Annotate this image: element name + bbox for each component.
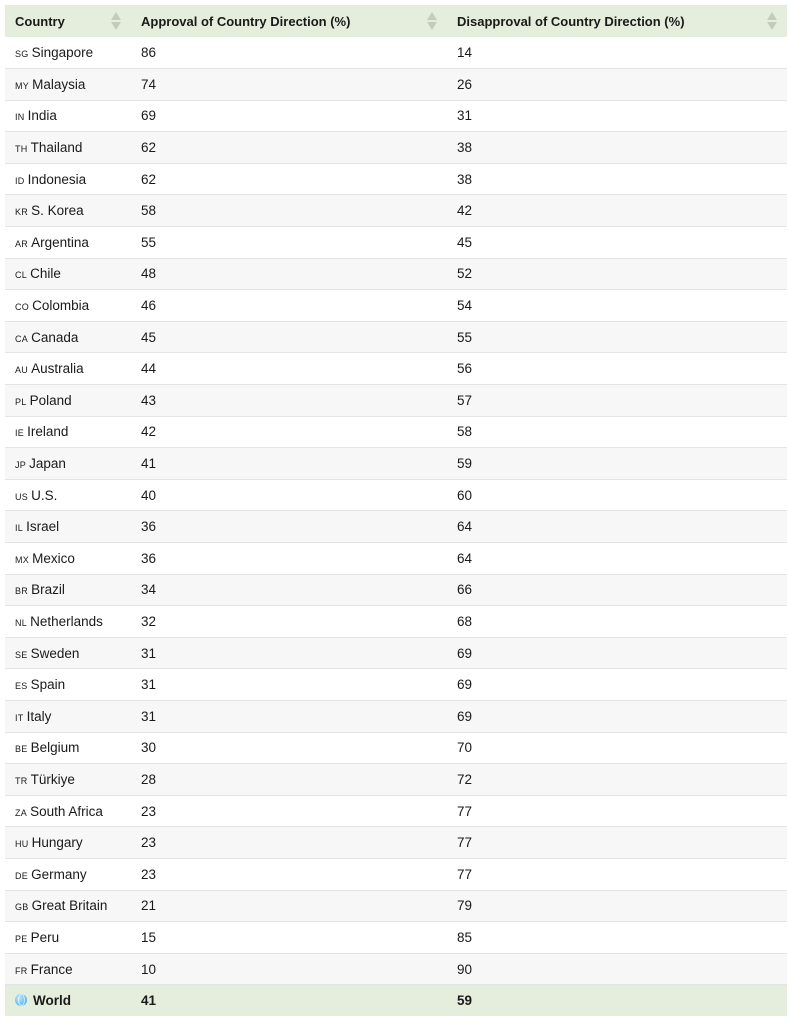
disapproval-cell: 85: [447, 922, 787, 954]
country-code: DE: [15, 870, 29, 881]
table-row: [5, 795, 787, 827]
country-name: Germany: [31, 866, 87, 882]
country-cell: [5, 511, 131, 543]
approval-cell: 31: [131, 700, 447, 732]
approval-cell: 62: [131, 132, 447, 164]
country-cell: [5, 922, 131, 954]
approval-cell: 69: [131, 100, 447, 132]
approval-cell: 55: [131, 227, 447, 259]
table-row: [5, 479, 787, 511]
country-name: Australia: [31, 361, 84, 377]
country-name: Thailand: [30, 140, 83, 156]
table-row: [5, 732, 787, 764]
country-code: AR: [15, 238, 29, 249]
disapproval-cell: 59: [447, 448, 787, 480]
country-cell: [5, 321, 131, 353]
country-name: France: [30, 961, 73, 977]
sort-arrows-icon[interactable]: [111, 11, 121, 31]
table-row: [5, 227, 787, 259]
table-row: [5, 321, 787, 353]
table-header-row: [5, 5, 787, 37]
country-cell: [5, 669, 131, 701]
sort-arrows-icon[interactable]: [767, 11, 777, 31]
column-header-label: Disapproval of Country Direction (%): [457, 13, 685, 29]
country-cell: [5, 479, 131, 511]
globe-icon: [15, 994, 27, 1006]
country-cell: [5, 290, 131, 322]
country-cell: [5, 69, 131, 101]
country-cell: [5, 637, 131, 669]
table-row: [5, 637, 787, 669]
country-cell: [5, 132, 131, 164]
table-row: [5, 543, 787, 575]
approval-cell: 48: [131, 258, 447, 290]
disapproval-cell: 60: [447, 479, 787, 511]
approval-cell: 41: [131, 985, 447, 1016]
country-code: KR: [15, 207, 29, 218]
country-cell: [5, 258, 131, 290]
country-cell: [5, 764, 131, 796]
country-name: India: [27, 108, 57, 124]
disapproval-cell: 59: [447, 985, 787, 1016]
table-row: [5, 700, 787, 732]
country-cell: [5, 385, 131, 417]
column-header-label: Country: [15, 13, 65, 29]
country-code: JP: [15, 460, 27, 471]
disapproval-cell: 56: [447, 353, 787, 385]
country-cell: [5, 795, 131, 827]
country-cell: [5, 195, 131, 227]
approval-cell: 15: [131, 922, 447, 954]
disapproval-cell: 64: [447, 543, 787, 575]
table-row: [5, 100, 787, 132]
country-cell: [5, 37, 131, 69]
approval-cell: 62: [131, 163, 447, 195]
table-row: [5, 132, 787, 164]
country-name: World: [33, 993, 71, 1009]
country-name: Great Britain: [31, 898, 108, 914]
country-code: IE: [15, 428, 25, 439]
approval-cell: 31: [131, 637, 447, 669]
country-name: Brazil: [31, 582, 65, 598]
country-code: SG: [15, 49, 29, 60]
disapproval-cell: 77: [447, 795, 787, 827]
country-name: Ireland: [27, 424, 69, 440]
table-row: [5, 827, 787, 859]
disapproval-cell: 79: [447, 890, 787, 922]
country-cell: [5, 448, 131, 480]
approval-cell: 86: [131, 37, 447, 69]
country-name: Indonesia: [27, 171, 87, 187]
country-name: Sweden: [30, 645, 80, 661]
country-name: Spain: [30, 677, 66, 693]
country-name: Colombia: [32, 298, 90, 314]
table-row: [5, 163, 787, 195]
disapproval-cell: 64: [447, 511, 787, 543]
disapproval-cell: 38: [447, 163, 787, 195]
country-name: Netherlands: [30, 613, 103, 629]
country-code: TH: [15, 144, 28, 155]
table-row: [5, 669, 787, 701]
country-code: GB: [15, 902, 29, 913]
disapproval-cell: 31: [447, 100, 787, 132]
table-row: [5, 511, 787, 543]
column-header-disapproval[interactable]: [447, 5, 787, 37]
column-header-approval[interactable]: [131, 5, 447, 37]
approval-cell: 58: [131, 195, 447, 227]
country-code: PE: [15, 933, 28, 944]
country-cell: [5, 574, 131, 606]
country-code: CL: [15, 270, 28, 281]
approval-cell: 74: [131, 69, 447, 101]
disapproval-cell: 52: [447, 258, 787, 290]
disapproval-cell: 68: [447, 606, 787, 638]
sort-arrows-icon[interactable]: [427, 11, 437, 31]
country-code: CO: [15, 302, 30, 313]
country-name: Japan: [29, 456, 66, 472]
country-code: BR: [15, 586, 29, 597]
country-name: Mexico: [32, 550, 75, 566]
table-row: [5, 764, 787, 796]
country-code: FR: [15, 965, 28, 976]
country-cell: [5, 606, 131, 638]
table-row: [5, 574, 787, 606]
approval-cell: 36: [131, 543, 447, 575]
approval-cell: 44: [131, 353, 447, 385]
country-code: MY: [15, 80, 30, 91]
country-code: IL: [15, 523, 24, 534]
country-code: SE: [15, 649, 28, 660]
country-code: AU: [15, 365, 29, 376]
table-row: [5, 353, 787, 385]
approval-cell: 23: [131, 827, 447, 859]
disapproval-cell: 90: [447, 953, 787, 985]
table-row: [5, 890, 787, 922]
country-cell: [5, 827, 131, 859]
country-cell: [5, 416, 131, 448]
table-row: [5, 606, 787, 638]
approval-cell: 32: [131, 606, 447, 638]
country-cell: [5, 700, 131, 732]
country-cell: [5, 858, 131, 890]
disapproval-cell: 77: [447, 858, 787, 890]
approval-cell: 36: [131, 511, 447, 543]
country-name: Italy: [26, 708, 52, 724]
column-header-country[interactable]: [5, 5, 131, 37]
table-row: [5, 69, 787, 101]
column-header-label: Approval of Country Direction (%): [141, 13, 351, 29]
approval-cell: 46: [131, 290, 447, 322]
approval-cell: 23: [131, 858, 447, 890]
country-cell: [5, 985, 131, 1016]
table-row: [5, 385, 787, 417]
disapproval-cell: 55: [447, 321, 787, 353]
disapproval-cell: 77: [447, 827, 787, 859]
table-row: [5, 195, 787, 227]
country-name: Hungary: [31, 835, 83, 851]
disapproval-cell: 58: [447, 416, 787, 448]
country-cell: [5, 543, 131, 575]
approval-cell: 21: [131, 890, 447, 922]
country-name: Malaysia: [32, 76, 86, 92]
country-code: TR: [15, 775, 28, 786]
disapproval-cell: 66: [447, 574, 787, 606]
disapproval-cell: 14: [447, 37, 787, 69]
country-name: Türkiye: [30, 771, 75, 787]
table-row: [5, 858, 787, 890]
country-code: PL: [15, 396, 27, 407]
table-body: [5, 37, 787, 1016]
country-code: ID: [15, 175, 25, 186]
approval-table-container: [5, 5, 787, 1016]
country-code: ES: [15, 681, 28, 692]
table-row: [5, 258, 787, 290]
country-cell: [5, 953, 131, 985]
country-code: IT: [15, 712, 24, 723]
country-code: NL: [15, 617, 28, 628]
approval-cell: 31: [131, 669, 447, 701]
country-name: U.S.: [31, 487, 58, 503]
approval-table: [5, 5, 787, 1016]
disapproval-cell: 26: [447, 69, 787, 101]
country-name: Singapore: [31, 45, 94, 61]
table-row: [5, 448, 787, 480]
disapproval-cell: 69: [447, 637, 787, 669]
disapproval-cell: 57: [447, 385, 787, 417]
disapproval-cell: 54: [447, 290, 787, 322]
country-cell: [5, 353, 131, 385]
disapproval-cell: 70: [447, 732, 787, 764]
table-row: [5, 953, 787, 985]
approval-cell: 41: [131, 448, 447, 480]
country-cell: [5, 227, 131, 259]
country-cell: [5, 890, 131, 922]
world-total-row: [5, 985, 787, 1016]
country-code: HU: [15, 839, 29, 850]
country-cell: [5, 163, 131, 195]
country-name: Israel: [26, 519, 60, 535]
country-name: Belgium: [30, 740, 80, 756]
country-name: Peru: [30, 929, 60, 945]
disapproval-cell: 72: [447, 764, 787, 796]
country-name: Canada: [31, 329, 79, 345]
approval-cell: 30: [131, 732, 447, 764]
country-code: CA: [15, 333, 29, 344]
disapproval-cell: 69: [447, 700, 787, 732]
approval-cell: 40: [131, 479, 447, 511]
approval-cell: 43: [131, 385, 447, 417]
country-code: BE: [15, 744, 28, 755]
country-cell: [5, 100, 131, 132]
approval-cell: 42: [131, 416, 447, 448]
disapproval-cell: 69: [447, 669, 787, 701]
table-row: [5, 416, 787, 448]
country-name: Chile: [30, 266, 61, 282]
country-code: US: [15, 491, 29, 502]
approval-cell: 45: [131, 321, 447, 353]
country-cell: [5, 732, 131, 764]
disapproval-cell: 38: [447, 132, 787, 164]
country-name: Poland: [29, 392, 72, 408]
country-name: S. Korea: [31, 203, 84, 219]
approval-cell: 28: [131, 764, 447, 796]
table-row: [5, 922, 787, 954]
country-code: IN: [15, 112, 25, 123]
table-row: [5, 290, 787, 322]
table-row: [5, 37, 787, 69]
country-code: MX: [15, 554, 30, 565]
approval-cell: 23: [131, 795, 447, 827]
approval-cell: 10: [131, 953, 447, 985]
country-name: South Africa: [30, 803, 103, 819]
disapproval-cell: 45: [447, 227, 787, 259]
country-code: ZA: [15, 807, 28, 818]
country-name: Argentina: [31, 234, 89, 250]
disapproval-cell: 42: [447, 195, 787, 227]
approval-cell: 34: [131, 574, 447, 606]
